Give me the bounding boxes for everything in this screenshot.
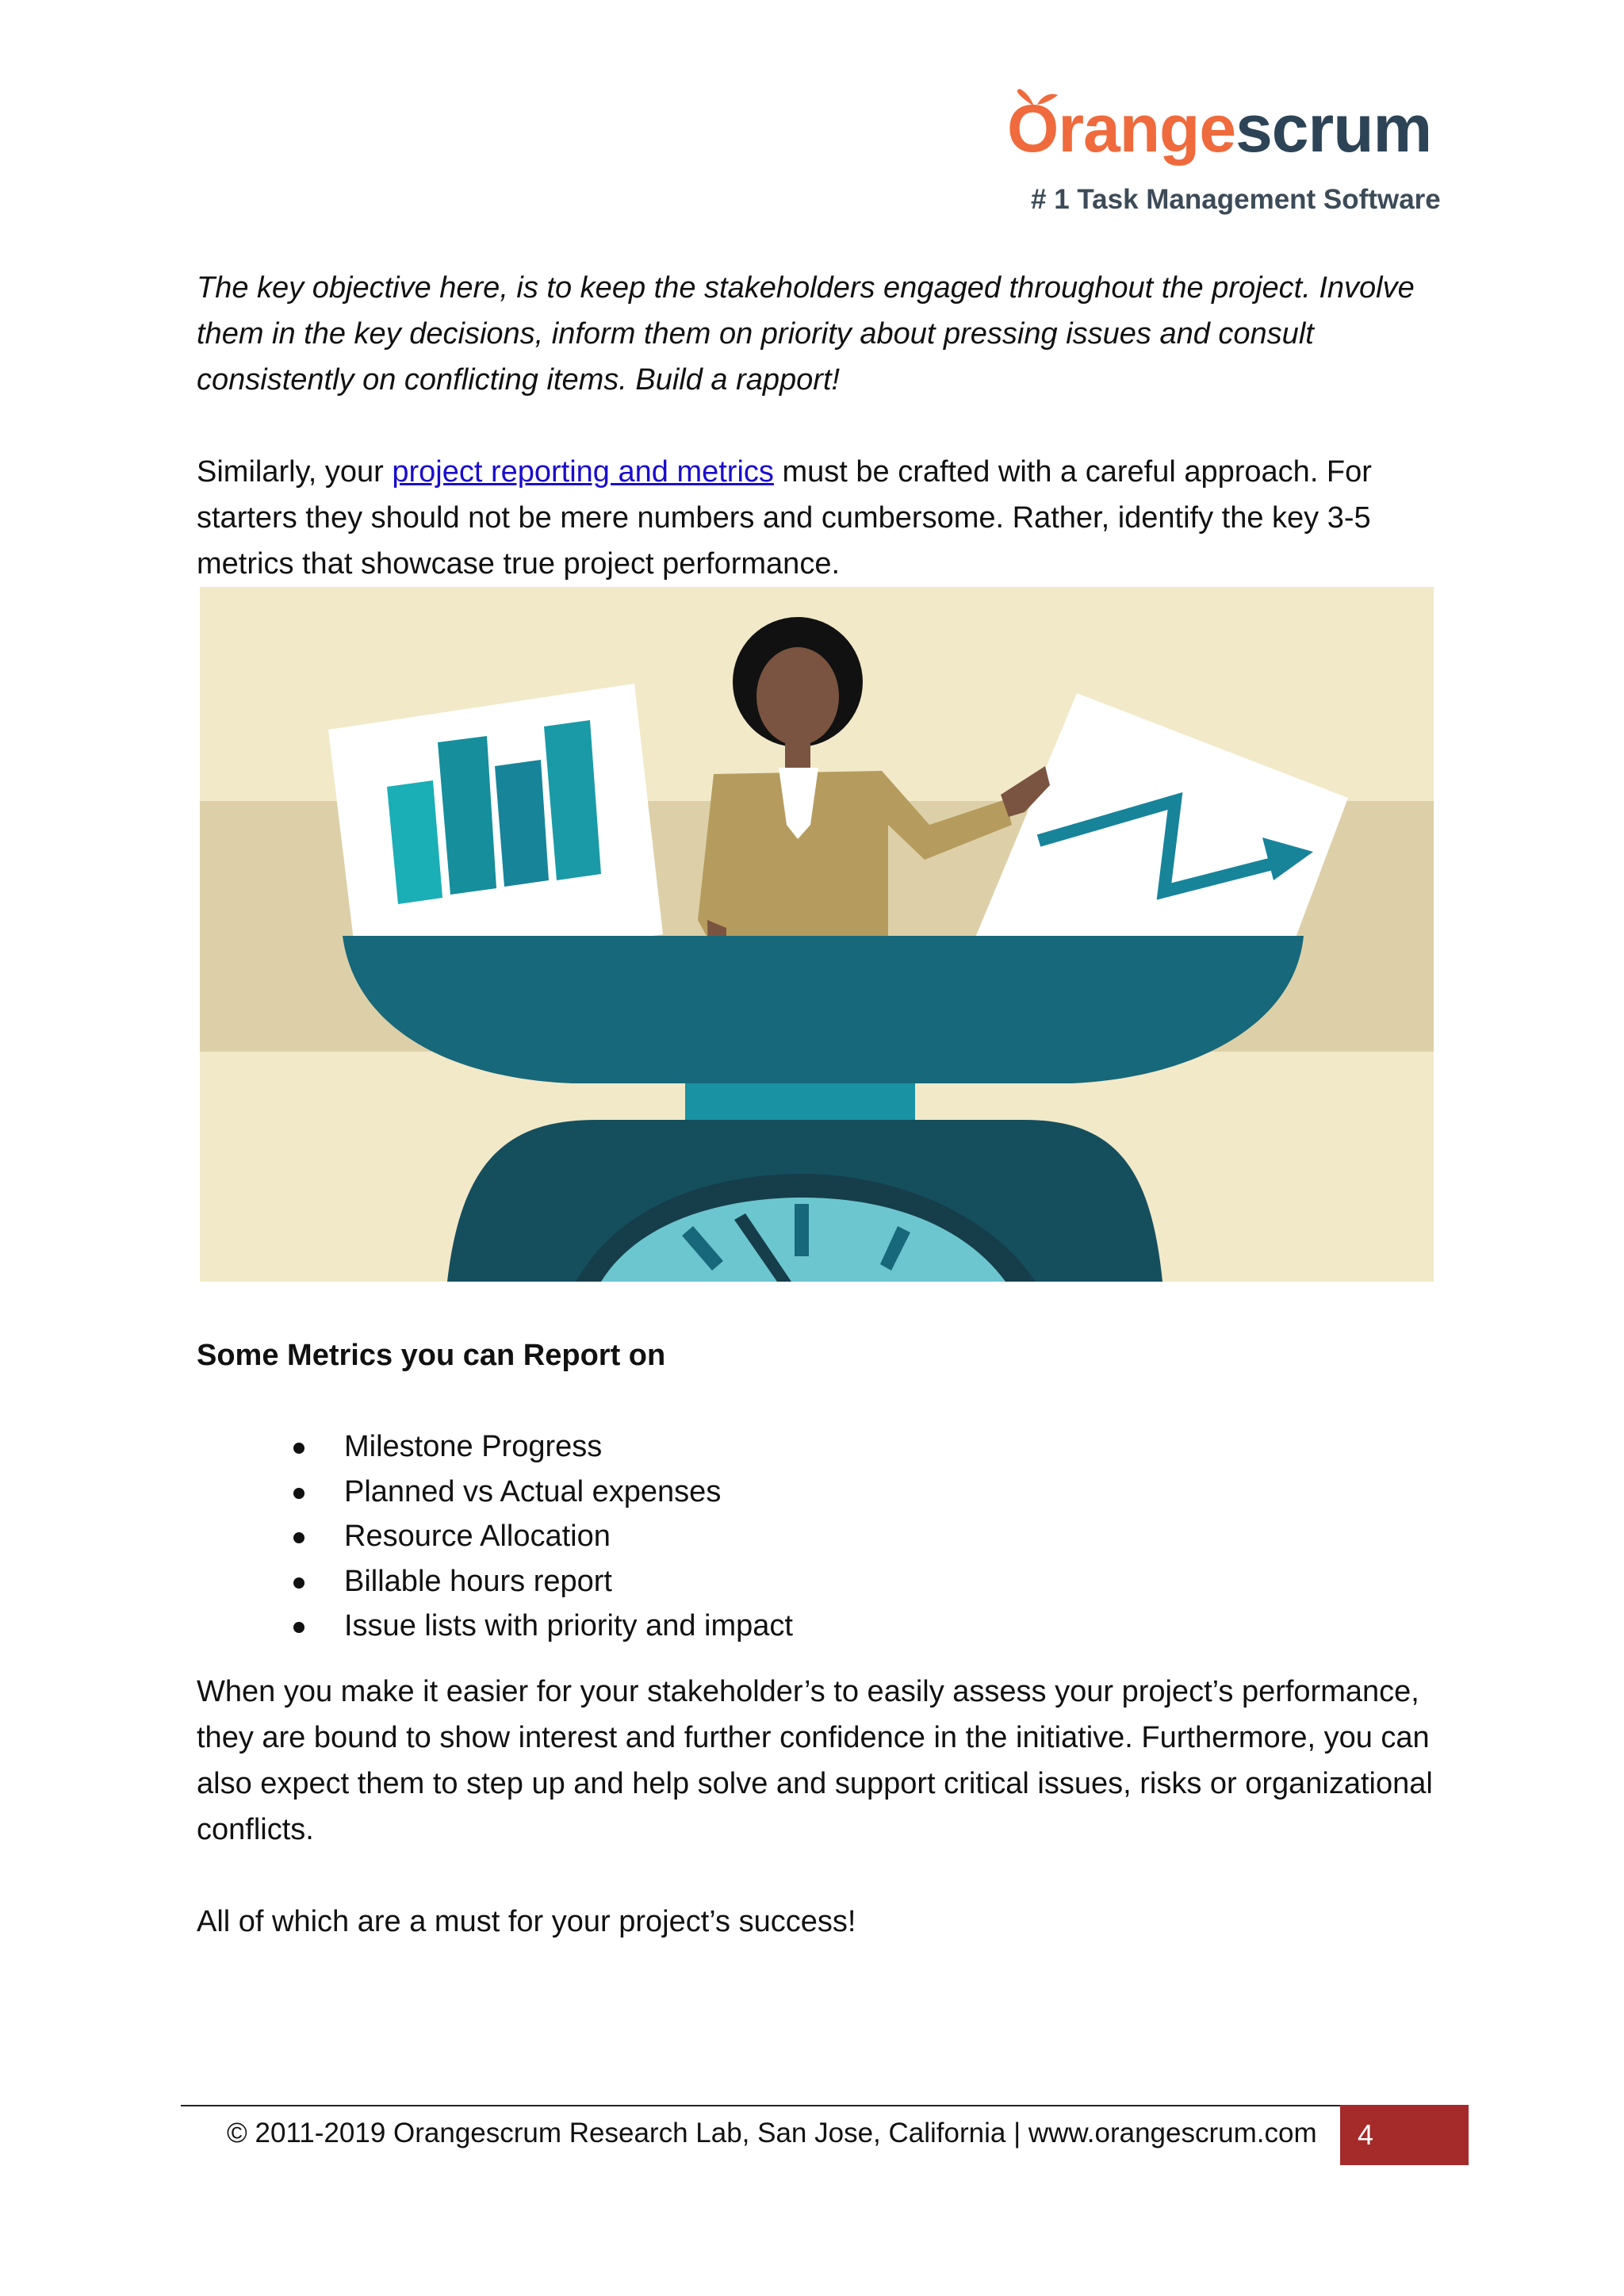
logo-tagline: # 1 Task Management Software (1031, 184, 1441, 215)
orangescrum-logo (1007, 91, 1441, 230)
logo-wordmark (1007, 91, 1432, 166)
stakeholder-scale-illustration (200, 587, 1434, 1282)
list-item-label: Resource Allocation (344, 1520, 611, 1553)
list-item-label: Issue lists with priority and impact (344, 1609, 793, 1642)
bullet-icon (293, 1577, 304, 1589)
metrics-heading: Some Metrics you can Report on (197, 1339, 666, 1372)
reporting-text-before: Similarly, your (197, 455, 393, 489)
reporting-text-after: must be crafted with a careful approach. For starters they should not be mere numbers and cumbersome. Rather, identify the key 3-5 metrics that showcase true project performance. (197, 455, 1372, 581)
list-item-label: Billable hours report (344, 1564, 612, 1598)
intro-paragraph: The key objective here, is to keep the stakeholders engaged throughout the project. Involve them in the key decisions, inform them on priority about pressing issues and consult consistently on conflicting items. Build a rapport! (197, 271, 1415, 397)
final-line: All of which are a must for your project’s success! (197, 1905, 856, 1938)
logo-wordmark-scrum: scrum (1235, 91, 1432, 166)
list-item (293, 1470, 793, 1515)
scale-bowl (343, 936, 1304, 1083)
list-item (293, 1604, 793, 1649)
list-item-label: Planned vs Actual expenses (344, 1474, 722, 1508)
project-reporting-link[interactable]: project reporting and metrics (392, 455, 774, 489)
reporting-paragraph (197, 449, 1434, 587)
list-item (293, 1424, 793, 1470)
scale-stem (685, 1083, 915, 1120)
bullet-icon (293, 1443, 304, 1454)
bullet-icon (293, 1532, 304, 1543)
bar-chart-card (328, 684, 663, 980)
page-number-badge: 4 (1340, 2105, 1469, 2165)
footer-divider (181, 2105, 1467, 2106)
list-item-label: Milestone Progress (344, 1430, 603, 1463)
list-item (293, 1514, 793, 1559)
list-item (293, 1559, 793, 1604)
metrics-list (293, 1424, 793, 1649)
footer-copyright: © 2011-2019 Orangescrum Research Lab, San Jose, California | www.orangescrum.com (227, 2118, 1317, 2148)
bullet-icon (293, 1488, 304, 1499)
closing-paragraph: When you make it easier for your stakeholder’s to easily assess your project’s performance, they are bound to show interest and further confidence in the initiative. Furthermore, you can also expect them to step up and help solve and support critical issues, risks or organizational conflicts. (197, 1675, 1433, 1846)
logo-wordmark-orange: Orange (1007, 91, 1236, 166)
bullet-icon (293, 1622, 304, 1633)
